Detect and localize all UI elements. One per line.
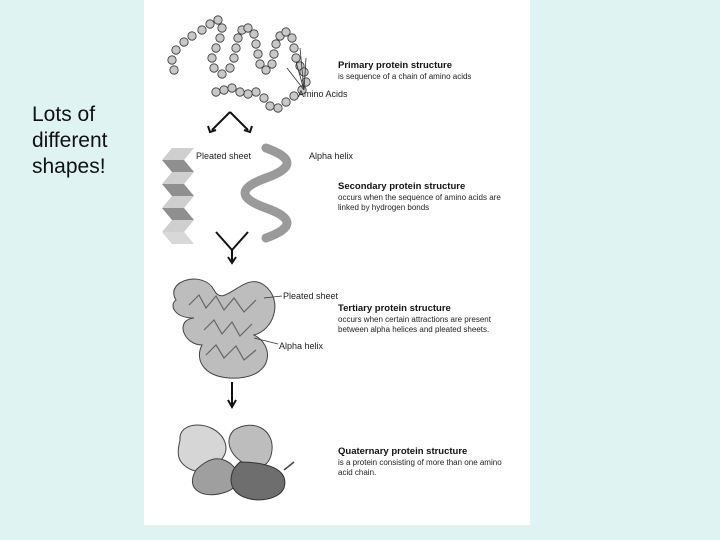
tertiary-alpha-helix-label: Alpha helix — [279, 341, 324, 351]
amino-acid-bead — [234, 34, 242, 42]
tertiary-pleated-sheet-label: Pleated sheet — [283, 291, 339, 301]
pleated-sheet-shape — [162, 148, 194, 244]
amino-acid-bead — [254, 50, 262, 58]
down-arrow — [228, 382, 236, 407]
amino-acid-bead — [252, 40, 260, 48]
secondary-pleated-sheet-label: Pleated sheet — [196, 151, 252, 161]
amino-acid-bead — [292, 54, 300, 62]
secondary-title: Secondary protein structure — [338, 181, 466, 192]
alpha-helix-shape — [245, 148, 287, 238]
amino-acid-bead — [268, 60, 276, 68]
amino-acids-label: Amino Acids — [298, 89, 348, 99]
primary-title: Primary protein structure — [338, 60, 453, 71]
amino-acid-bead — [232, 44, 240, 52]
protein-structure-figure — [144, 0, 530, 525]
amino-acid-bead — [212, 44, 220, 52]
amino-acid-bead — [272, 40, 280, 48]
tertiary-title: Tertiary protein structure — [338, 303, 451, 314]
amino-acid-bead — [244, 90, 252, 98]
amino-acid-bead — [208, 54, 216, 62]
amino-acid-bead — [214, 16, 222, 24]
quaternary-title: Quaternary protein structure — [338, 446, 468, 457]
amino-acid-bead — [290, 92, 298, 100]
amino-acid-bead — [228, 84, 236, 92]
amino-acid-bead — [282, 98, 290, 106]
amino-acid-bead — [168, 56, 176, 64]
amino-acid-bead — [226, 64, 234, 72]
amino-acid-bead — [170, 66, 178, 74]
amino-acid-bead — [216, 34, 224, 42]
amino-acid-bead — [220, 86, 228, 94]
tertiary-description: occurs when certain attractions are present between alpha helices and pleated sheets. — [338, 315, 491, 334]
amino-acid-bead — [188, 32, 196, 40]
amino-acid-bead — [218, 70, 226, 78]
amino-acid-bead — [252, 88, 260, 96]
amino-acid-chain — [168, 16, 310, 112]
amino-acid-bead — [180, 38, 188, 46]
amino-acid-bead — [218, 24, 226, 32]
amino-acid-bead — [230, 54, 238, 62]
amino-acid-bead — [250, 30, 258, 38]
amino-acid-bead — [288, 34, 296, 42]
amino-acid-bead — [210, 64, 218, 72]
split-arrow — [208, 112, 252, 132]
amino-acid-bead — [290, 44, 298, 52]
amino-acid-bead — [236, 88, 244, 96]
join-arrow — [216, 232, 248, 263]
quaternary-fold-shape — [178, 425, 294, 500]
tertiary-fold-shape — [173, 279, 275, 378]
amino-acid-bead — [274, 104, 282, 112]
quaternary-description: is a protein consisting of more than one amino acid chain. — [338, 458, 502, 477]
primary-description: is sequence of a chain of amino acids — [338, 72, 472, 81]
secondary-alpha-helix-label: Alpha helix — [309, 151, 354, 161]
amino-acid-bead — [212, 88, 220, 96]
amino-acid-bead — [300, 68, 308, 76]
secondary-description: occurs when the sequence of amino acids are linked by hydrogen bonds — [338, 193, 501, 212]
amino-acid-bead — [266, 102, 274, 110]
amino-acid-bead — [172, 46, 180, 54]
amino-acid-bead — [206, 20, 214, 28]
amino-acid-bead — [270, 50, 278, 58]
slide-caption: Lots of different shapes! — [32, 103, 108, 178]
amino-acid-bead — [198, 26, 206, 34]
amino-acid-bead — [260, 94, 268, 102]
